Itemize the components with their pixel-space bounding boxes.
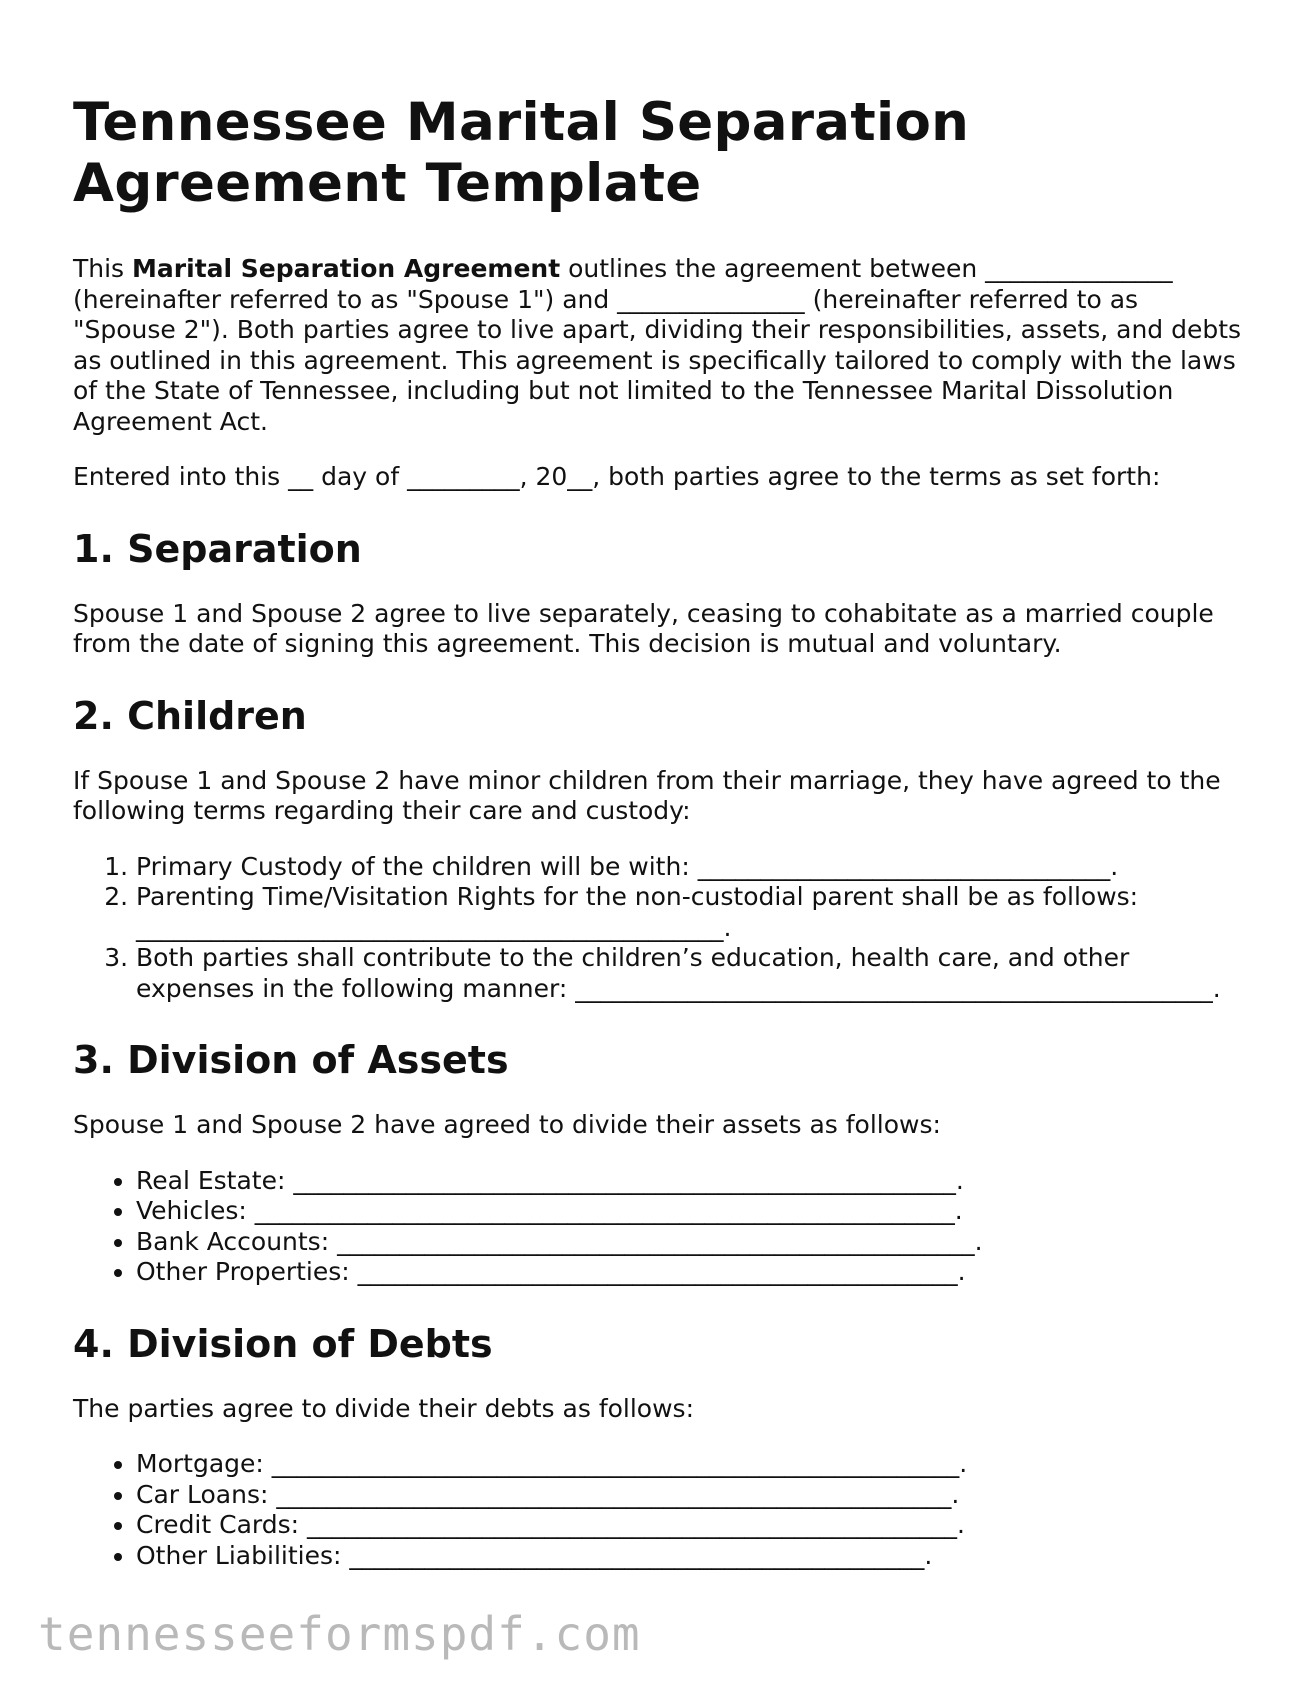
- list-item: 3. Both parties shall contribute to the children’s education, health care, and other expenses in the following manner: ___________________________________________________.: [136, 943, 1243, 1004]
- children-text: If Spouse 1 and Spouse 2 have minor children from their marriage, they have agreed to the following terms regarding their care and custody:: [73, 765, 1221, 825]
- debts-list: [73, 1449, 1243, 1571]
- section-heading-assets: 3. Division of Assets: [73, 1038, 509, 1082]
- list-item: • Mortgage: _______________________________________________________.: [136, 1449, 1243, 1480]
- debts-text: The parties agree to divide their debts as follows:: [73, 1393, 694, 1423]
- children-list: [73, 852, 1243, 1005]
- section-heading-debts: 4. Division of Debts: [73, 1321, 493, 1366]
- section-heading-children: 2. Children: [73, 693, 307, 738]
- document-page: [73, 92, 1243, 1595]
- list-item: • Other Liabilities: ______________________________________________.: [136, 1541, 1243, 1572]
- watermark: tennesseeformspdf.com: [38, 1607, 641, 1661]
- list-item: 1. Primary Custody of the children will be with: _________________________________.: [136, 852, 1243, 883]
- assets-text: Spouse 1 and Spouse 2 have agreed to divide their assets as follows:: [73, 1110, 941, 1139]
- section-heading-separation: 1. Separation: [73, 526, 362, 571]
- intro-pre: This: [73, 254, 133, 283]
- intro-bold: Marital Separation Agreement: [132, 254, 561, 283]
- page-title: Tennessee Marital Separation Agreement Template: [73, 92, 970, 214]
- list-item: • Bank Accounts: ___________________________________________________.: [136, 1227, 1243, 1258]
- entered-paragraph: Entered into this __ day of _________, 20__, both parties agree to the terms as set forth:: [73, 462, 1161, 491]
- separation-text: Spouse 1 and Spouse 2 agree to live separately, ceasing to cohabitate as a married couple from the date of signing this agreement. This decision is mutual and voluntary.: [73, 598, 1214, 658]
- list-item: • Other Properties: ________________________________________________.: [136, 1257, 1243, 1288]
- list-item: 2. Parenting Time/Visitation Rights for the non-custodial parent shall be as follows: _______________________________________________.: [136, 882, 1243, 943]
- list-item: • Vehicles: ________________________________________________________.: [136, 1196, 1243, 1227]
- intro-post: outlines the agreement between _______________ (hereinafter referred to as "Spouse 1") and _______________ (hereinafter referred to as "Spouse 2"). Both parties agree to live apart, dividing their responsibilities, assets, and debts as outlined in this agreement. This agreement is specifically tailored to comply with the laws of the State of Tennessee, including but not limited to the Tennessee Marital Dissolution Agreement Act.: [73, 254, 1242, 436]
- list-item: • Car Loans: ______________________________________________________.: [136, 1480, 1243, 1511]
- list-item: • Credit Cards: ____________________________________________________.: [136, 1510, 1243, 1541]
- assets-list: [73, 1166, 1243, 1288]
- intro-paragraph: [73, 254, 1243, 437]
- list-item: • Real Estate: _____________________________________________________.: [136, 1166, 1243, 1197]
